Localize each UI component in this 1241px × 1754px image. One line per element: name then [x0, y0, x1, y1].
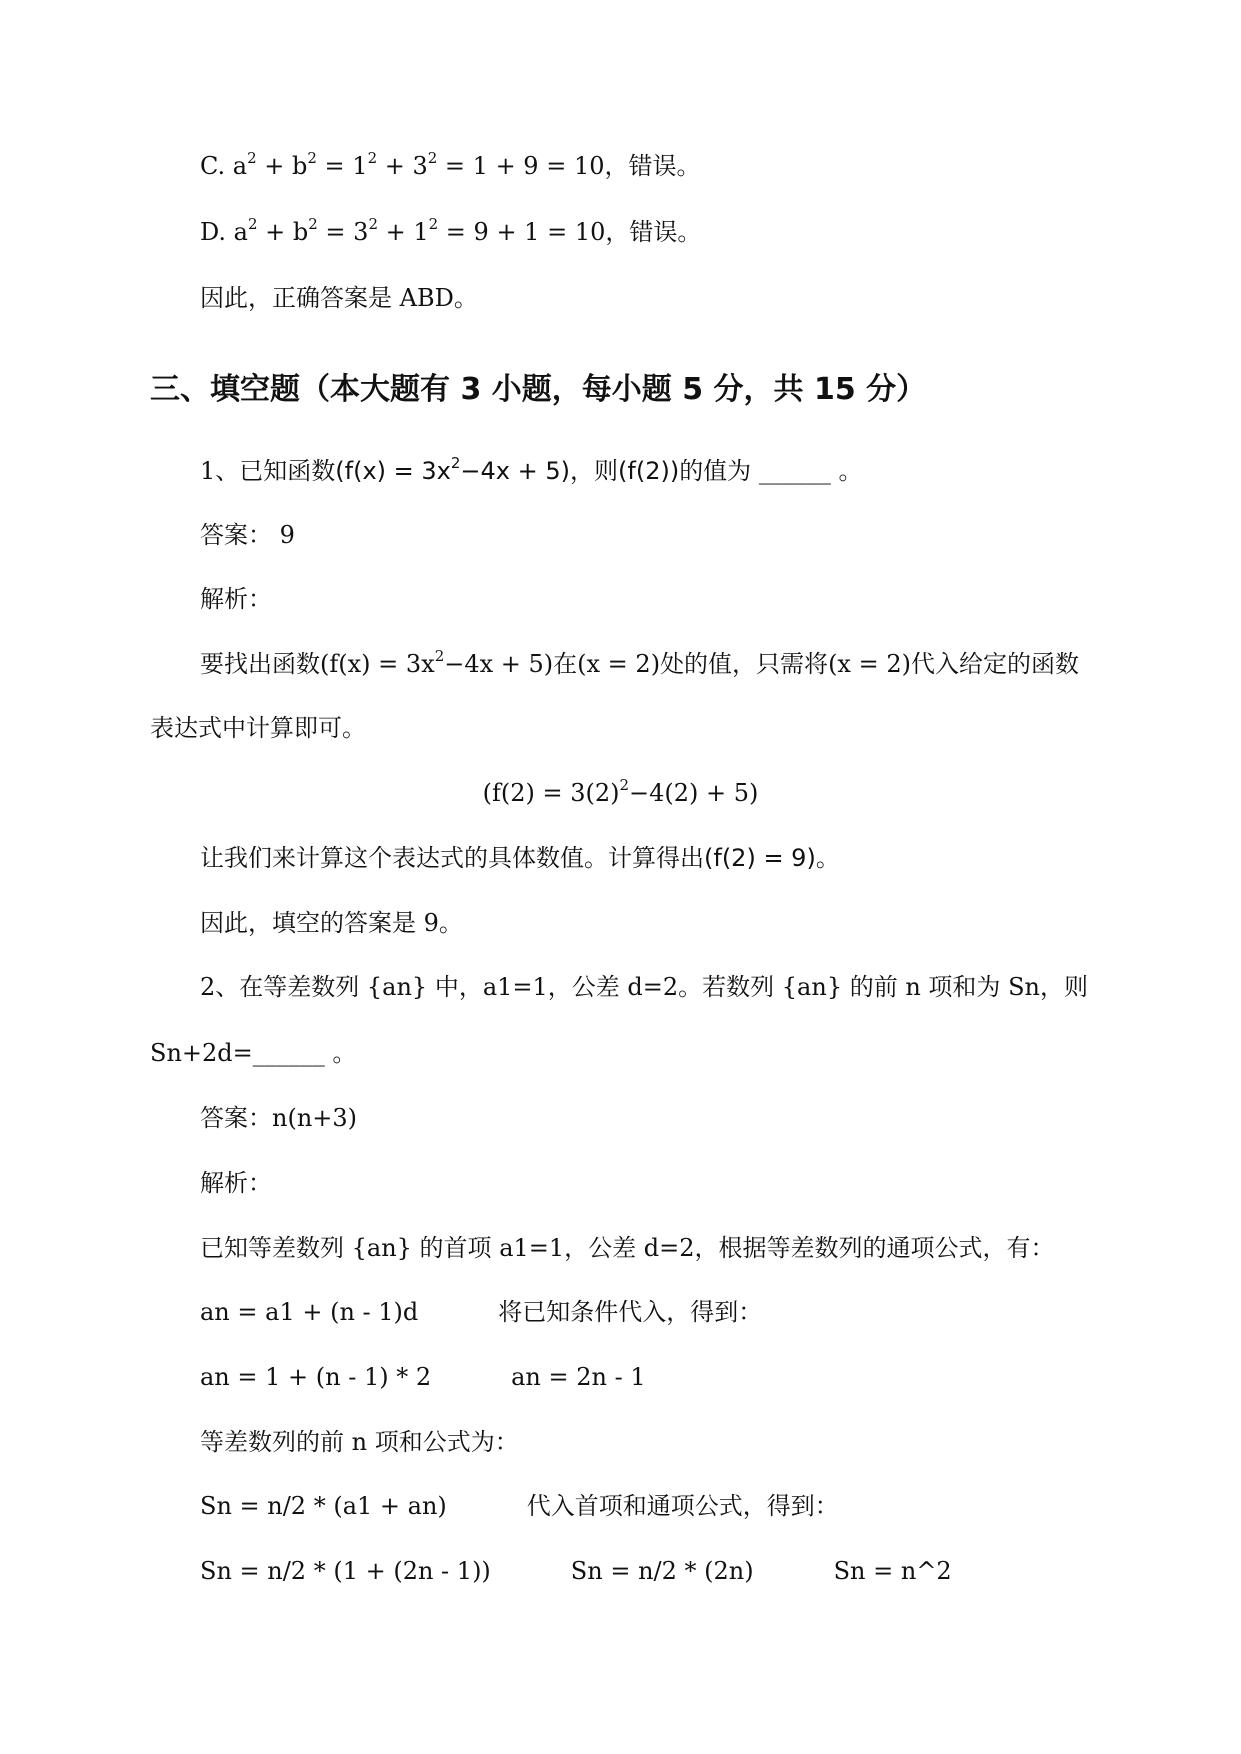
- q2-analysis-label: 解析：: [200, 1169, 272, 1197]
- q1-analysis-label: 解析：: [200, 585, 272, 613]
- q2-formula-2: an = 1 + (n - 1) * 2 an = 2n - 1: [200, 1363, 646, 1391]
- option-d-label: D.: [200, 218, 227, 246]
- answer-label: 答案：: [200, 521, 272, 549]
- q1-calc: 让我们来计算这个表达式的具体数值。计算得出(f(2) = 9)。: [200, 844, 840, 872]
- q1-analysis-para: 要找出函数$(f(x) = 3x^2-4x + 5)$在(x = 2)处的值，只需将(x = 2)代入给定的函数: [200, 647, 1079, 678]
- q2-formula-1: an = a1 + (n - 1)d 将已知条件代入，得到：: [200, 1298, 763, 1326]
- answer-label: 答案：: [200, 1104, 272, 1132]
- q2-sum-result: Sn = n/2 * (1 + (2n - 1)) Sn = n/2 * (2n) Sn = n^2: [200, 1557, 952, 1585]
- q2-stem: 2、在等差数列 {an} 中，a1=1，公差 d=2。若数列 {an} 的前 n 项和为 Sn，则: [200, 973, 1088, 1001]
- answer-value: 9: [279, 521, 295, 549]
- q1-formula: $(f(2) = 3(2)^2-4(2) + 5)$: [482, 776, 759, 807]
- q2-sum-intro: 等差数列的前 n 项和公式为：: [200, 1428, 519, 1456]
- q1-conclusion: 因此，填空的答案是 9。: [200, 909, 463, 937]
- q1-stem: 1、已知函数$(f(x) = 3x^2-4x + 5)$，则(f(2))的值为 ______ 。: [200, 454, 863, 485]
- q2-known: 已知等差数列 {an} 的首项 a1=1，公差 d=2，根据等差数列的通项公式，有：: [200, 1234, 1055, 1262]
- q2-stem-cont: Sn+2d=______ 。: [150, 1039, 357, 1067]
- option-c-line: C. $a^2 + b^2 = 1^2 + 3^2 = 1 + 9 = 10$，错误。: [200, 149, 701, 180]
- q1-analysis-para-cont: 表达式中计算即可。: [150, 714, 366, 742]
- answer-value: n(n+3): [272, 1104, 358, 1132]
- option-d-line: D. $a^2 + b^2 = 3^2 + 1^2 = 9 + 1 = 10$，错误。: [200, 215, 702, 246]
- q1-answer: [200, 519, 295, 551]
- q2-answer: [200, 1102, 357, 1134]
- q2-sum-formula: Sn = n/2 * (a1 + an) 代入首项和通项公式，得到：: [200, 1492, 839, 1520]
- section-title: 三、填空题（本大题有 3 小题，每小题 5 分，共 15 分）: [150, 372, 927, 407]
- prev-conclusion: 因此，正确答案是 ABD。: [200, 284, 478, 312]
- option-c-label: C.: [200, 152, 226, 180]
